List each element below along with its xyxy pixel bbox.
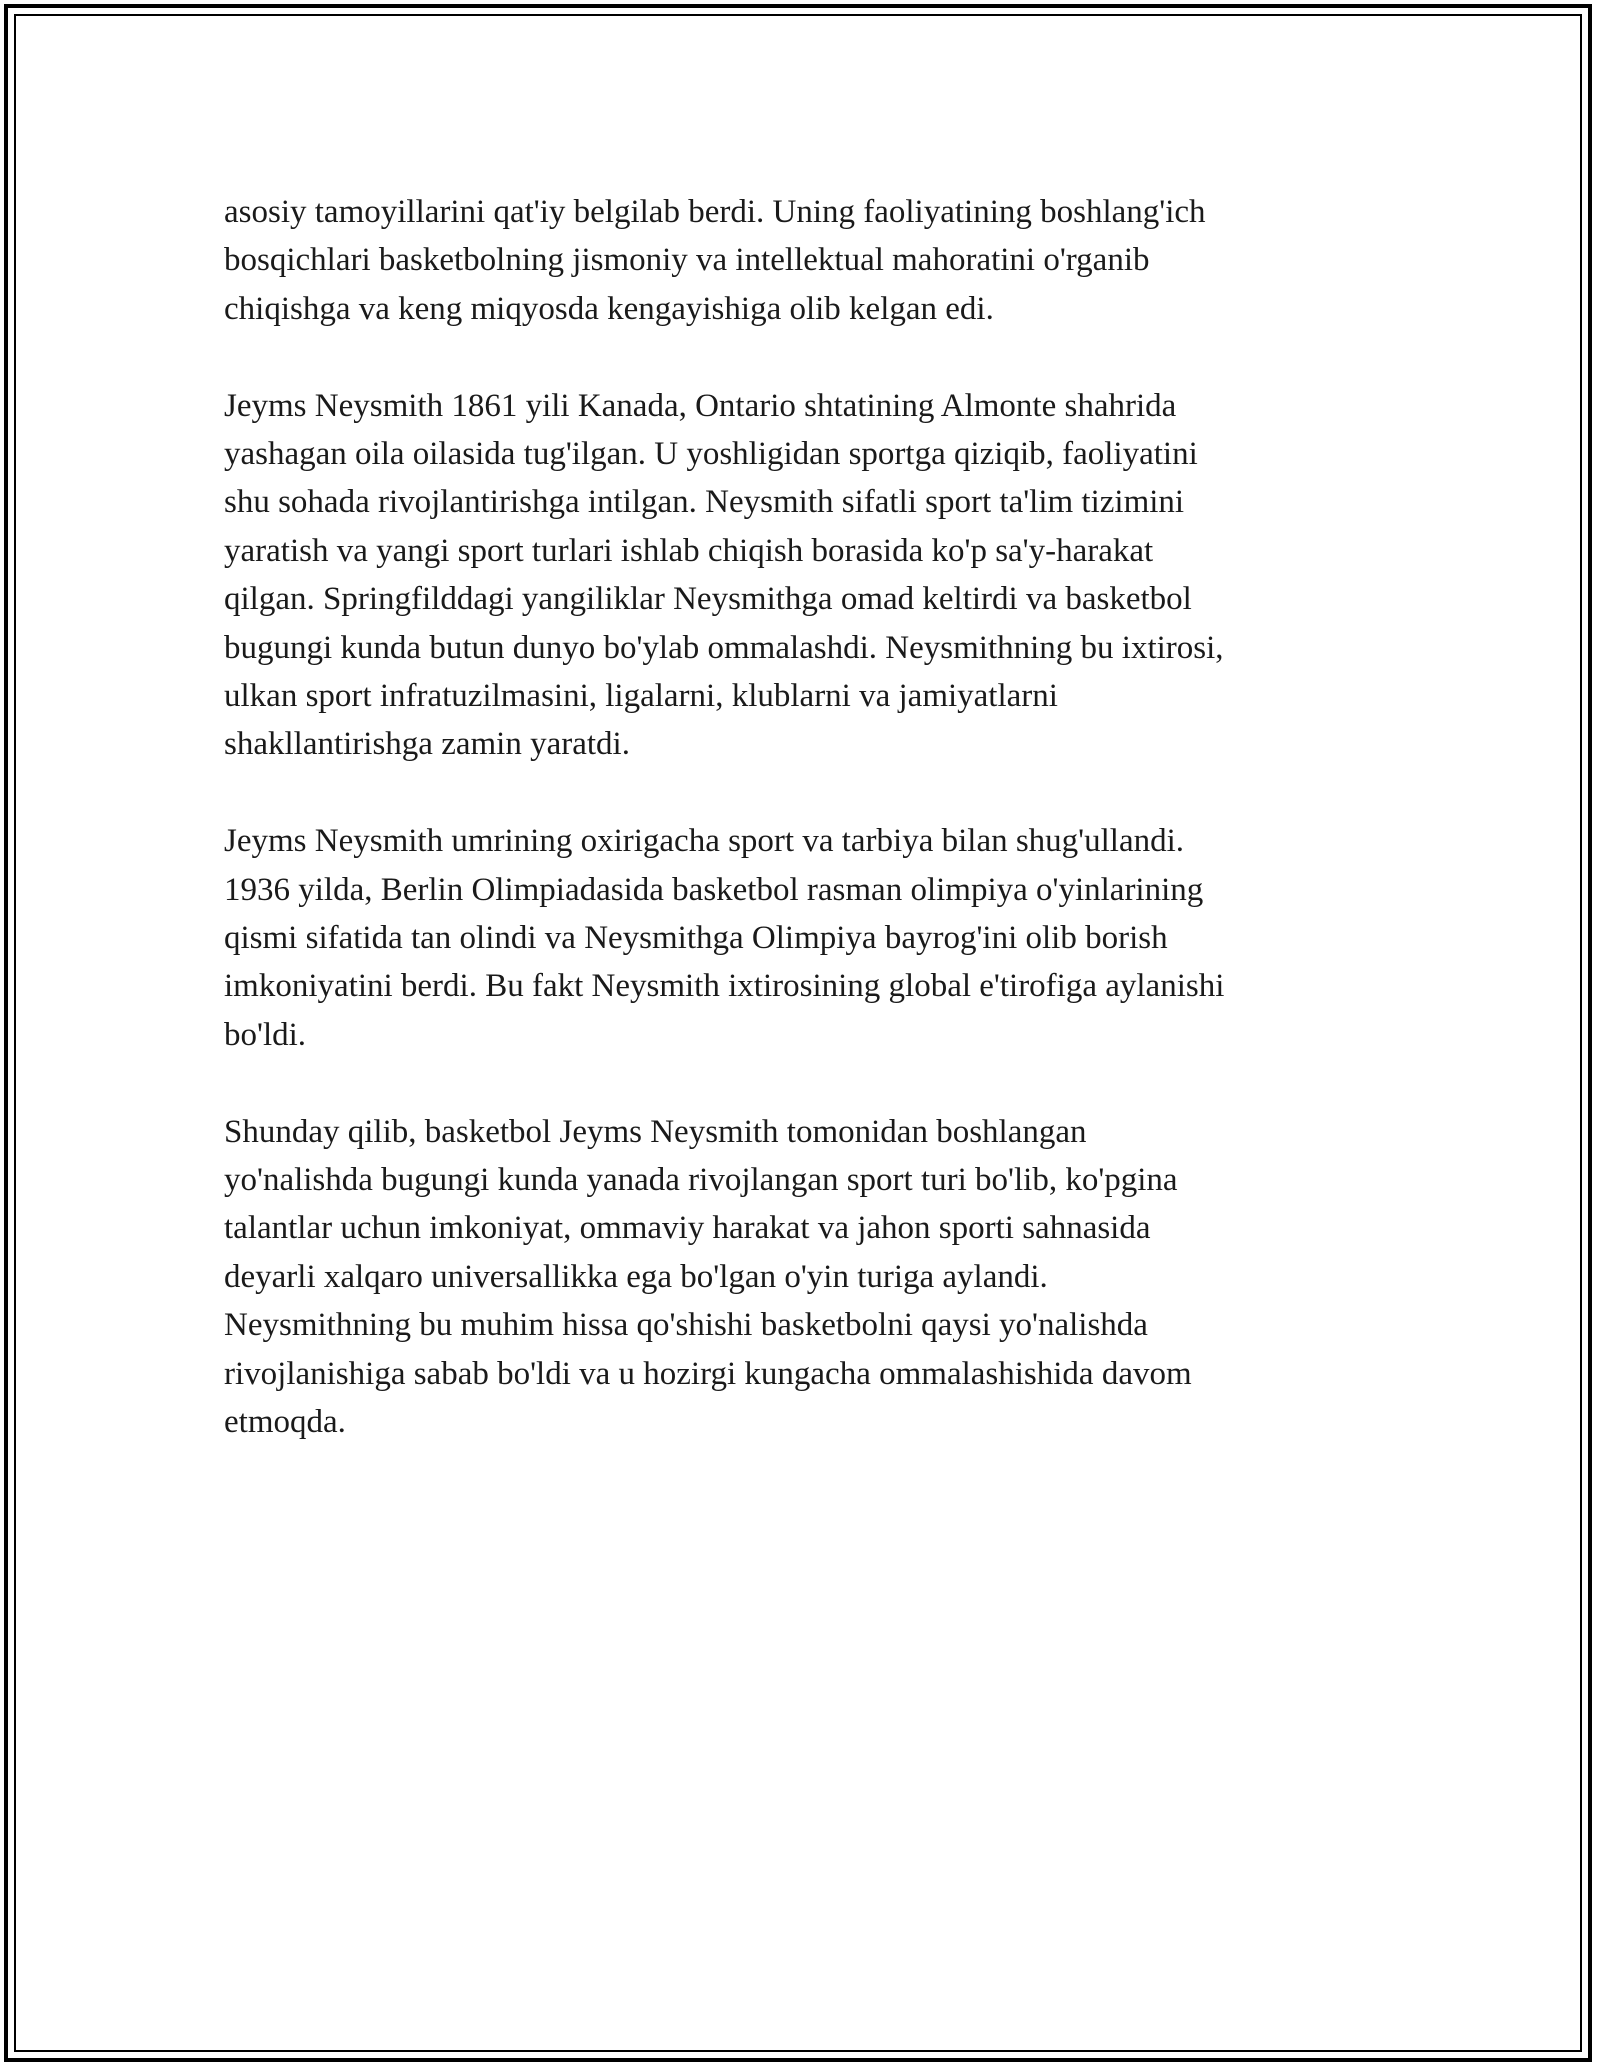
paragraph: asosiy tamoyillarini qat'iy belgilab berdi. Uning faoliyatining boshlang'ich bosqichlari basketbolning jismoniy va intellektual mahoratini o'rganib chiqishga va keng miqyosda kengayishiga olib kelgan edi. bbox=[224, 194, 1206, 327]
document-body bbox=[224, 188, 1364, 1495]
paragraph: Jeyms Neysmith 1861 yili Kanada, Ontario shtatining Almonte shahrida yashagan oila oilasida tug'ilgan. U yoshligidan sportga qiziqib, faoliyatini shu sohada rivojlantirishga intilgan. Neysmith sifatli sport ta'lim tizimini yaratish va yangi sport turlari ishlab chiqish borasida ko'p sa'y-harakat qilgan. Springfilddagi yangiliklar Neysmithga omad keltirdi va basketbol bugungi kunda butun dunyo bo'ylab ommalashdi. Neysmithning bu ixtirosi, ulkan sport infratuzilmasini, ligalarni, klublarni va jamiyatlarni shakllantirishga zamin yaratdi. bbox=[224, 387, 1224, 763]
paragraph: Jeyms Neysmith umrining oxirigacha sport va tarbiya bilan shug'ullandi. 1936 yilda, Berlin Olimpiadasida basketbol rasman olimpiya o'yinlarining qismi sifatida tan olindi va Neysmithga Olimpiya bayrog'ini olib borish imkoniyatini berdi. Bu fakt Neysmith ixtirosining global e'tirofiga aylanishi bo'ldi. bbox=[224, 823, 1225, 1053]
paragraph: Shunday qilib, basketbol Jeyms Neysmith tomonidan boshlangan yo'nalishda bugungi kunda yanada rivojlangan sport turi bo'lib, ko'pgina talantlar uchun imkoniyat, ommaviy harakat va jahon sporti sahnasida deyarli xalqaro universallikka ega bo'lgan o'yin turiga aylandi. Neysmithning bu muhim hissa qo'shishi basketbolni qaysi yo'nalishda rivojlanishiga sabab bo'ldi va u hozirgi kungacha ommalashishida davom etmoqda. bbox=[224, 1113, 1192, 1441]
